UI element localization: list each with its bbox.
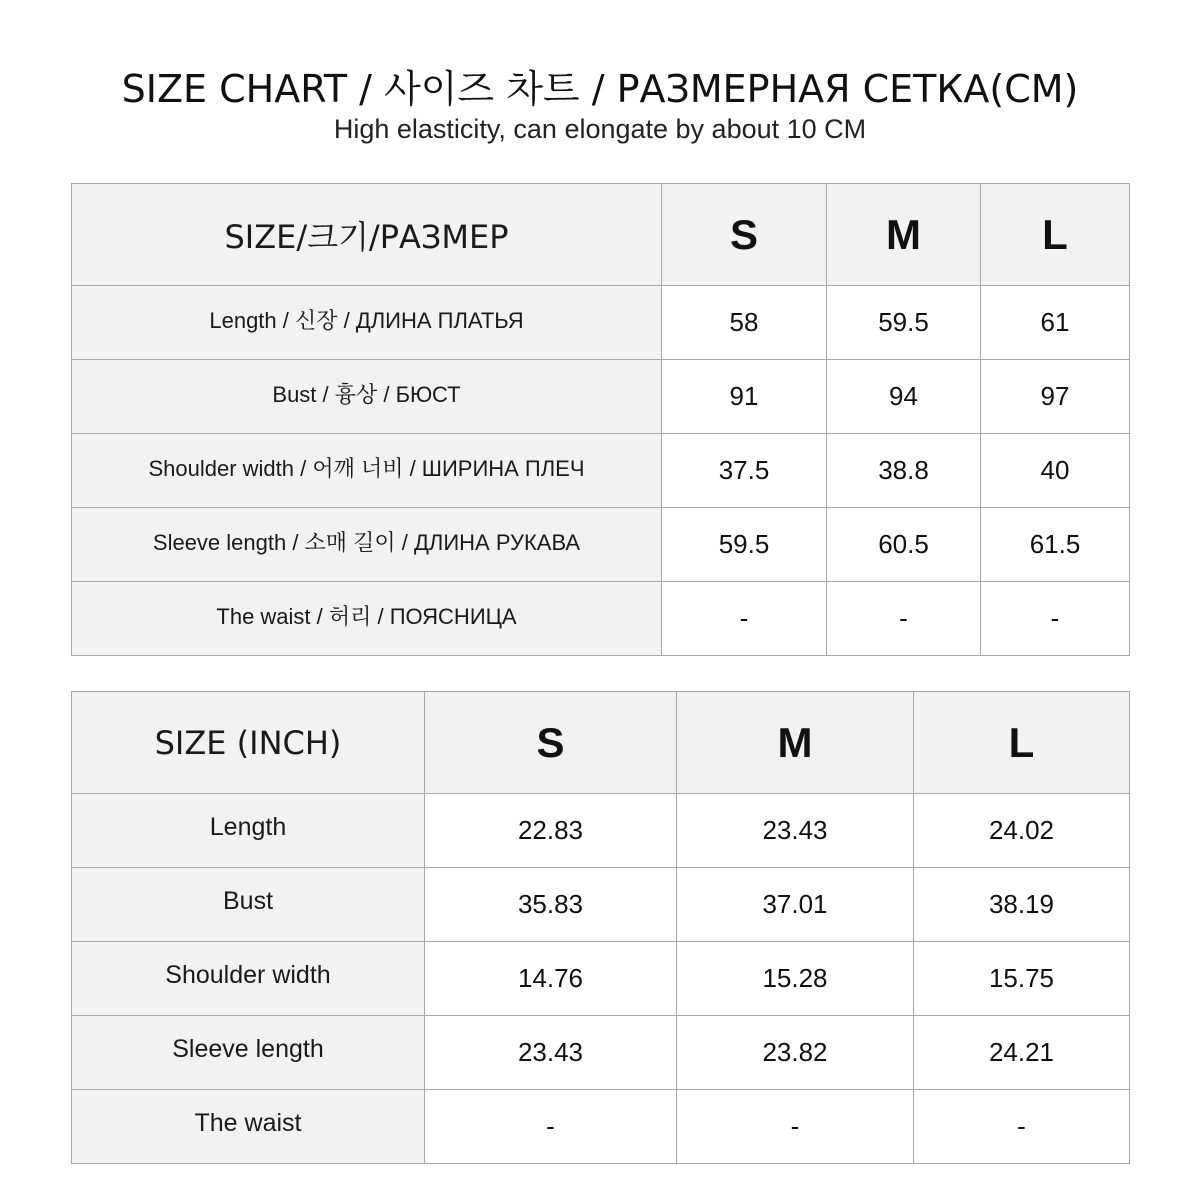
value-cell: 35.83 xyxy=(425,868,677,942)
row-label-sleeve-length: Sleeve length xyxy=(72,1016,425,1090)
table-row xyxy=(72,794,1130,868)
table-header-row xyxy=(72,184,1130,286)
value-cell: 94 xyxy=(827,360,981,434)
row-label-sleeve-length: Sleeve length / 소매 길이 / ДЛИНА РУКАВА xyxy=(72,508,662,582)
value-cell: - xyxy=(425,1090,677,1164)
table-row xyxy=(72,1016,1130,1090)
row-label-length: Length / 신장 / ДЛИНА ПЛАТЬЯ xyxy=(72,286,662,360)
value-cell: 37.01 xyxy=(677,868,914,942)
value-cell: 58 xyxy=(662,286,827,360)
value-cell: 22.83 xyxy=(425,794,677,868)
page-title: SIZE CHART / 사이즈 차트 / РАЗМЕРНАЯ СЕТКА(CM) xyxy=(121,67,1079,111)
value-cell: 38.19 xyxy=(914,868,1130,942)
row-label-length: Length xyxy=(72,794,425,868)
value-cell: 61.5 xyxy=(981,508,1130,582)
row-label-waist: The waist xyxy=(72,1090,425,1164)
size-header-s: S xyxy=(662,184,827,286)
value-cell: 40 xyxy=(981,434,1130,508)
value-cell: 59.5 xyxy=(827,286,981,360)
value-cell: 23.43 xyxy=(425,1016,677,1090)
value-cell: - xyxy=(677,1090,914,1164)
table-row xyxy=(72,360,1130,434)
row-label-shoulder-width: Shoulder width / 어깨 너비 / ШИРИНА ПЛЕЧ xyxy=(72,434,662,508)
size-header-m: M xyxy=(677,692,914,794)
size-header-label: SIZE (INCH) xyxy=(72,692,425,794)
size-header-m: M xyxy=(827,184,981,286)
table-row xyxy=(72,868,1130,942)
value-cell: - xyxy=(914,1090,1130,1164)
value-cell: 23.82 xyxy=(677,1016,914,1090)
value-cell: 91 xyxy=(662,360,827,434)
value-cell: 24.02 xyxy=(914,794,1130,868)
value-cell: 59.5 xyxy=(662,508,827,582)
table-row xyxy=(72,942,1130,1016)
value-cell: 14.76 xyxy=(425,942,677,1016)
table-header-row xyxy=(72,692,1130,794)
value-cell: 15.75 xyxy=(914,942,1130,1016)
value-cell: 23.43 xyxy=(677,794,914,868)
size-header-s: S xyxy=(425,692,677,794)
row-label-shoulder-width: Shoulder width xyxy=(72,942,425,1016)
table-row xyxy=(72,434,1130,508)
row-label-bust: Bust / 흉상 / БЮСТ xyxy=(72,360,662,434)
value-cell: 38.8 xyxy=(827,434,981,508)
table-row xyxy=(72,286,1130,360)
value-cell: 97 xyxy=(981,360,1130,434)
value-cell: - xyxy=(981,582,1130,656)
value-cell: - xyxy=(662,582,827,656)
table-row xyxy=(72,1090,1130,1164)
size-table-cm xyxy=(71,183,1130,656)
size-header-label: SIZE/크기/РАЗМЕР xyxy=(72,184,662,286)
value-cell: 37.5 xyxy=(662,434,827,508)
value-cell: 60.5 xyxy=(827,508,981,582)
value-cell: - xyxy=(827,582,981,656)
value-cell: 15.28 xyxy=(677,942,914,1016)
value-cell: 61 xyxy=(981,286,1130,360)
row-label-waist: The waist / 허리 / ПОЯСНИЦА xyxy=(72,582,662,656)
value-cell: 24.21 xyxy=(914,1016,1130,1090)
page-subtitle: High elasticity, can elongate by about 10 CM xyxy=(333,114,867,144)
table-row xyxy=(72,508,1130,582)
size-header-l: L xyxy=(914,692,1130,794)
size-table-inch xyxy=(71,691,1130,1164)
size-header-l: L xyxy=(981,184,1130,286)
row-label-bust: Bust xyxy=(72,868,425,942)
table-row xyxy=(72,582,1130,656)
